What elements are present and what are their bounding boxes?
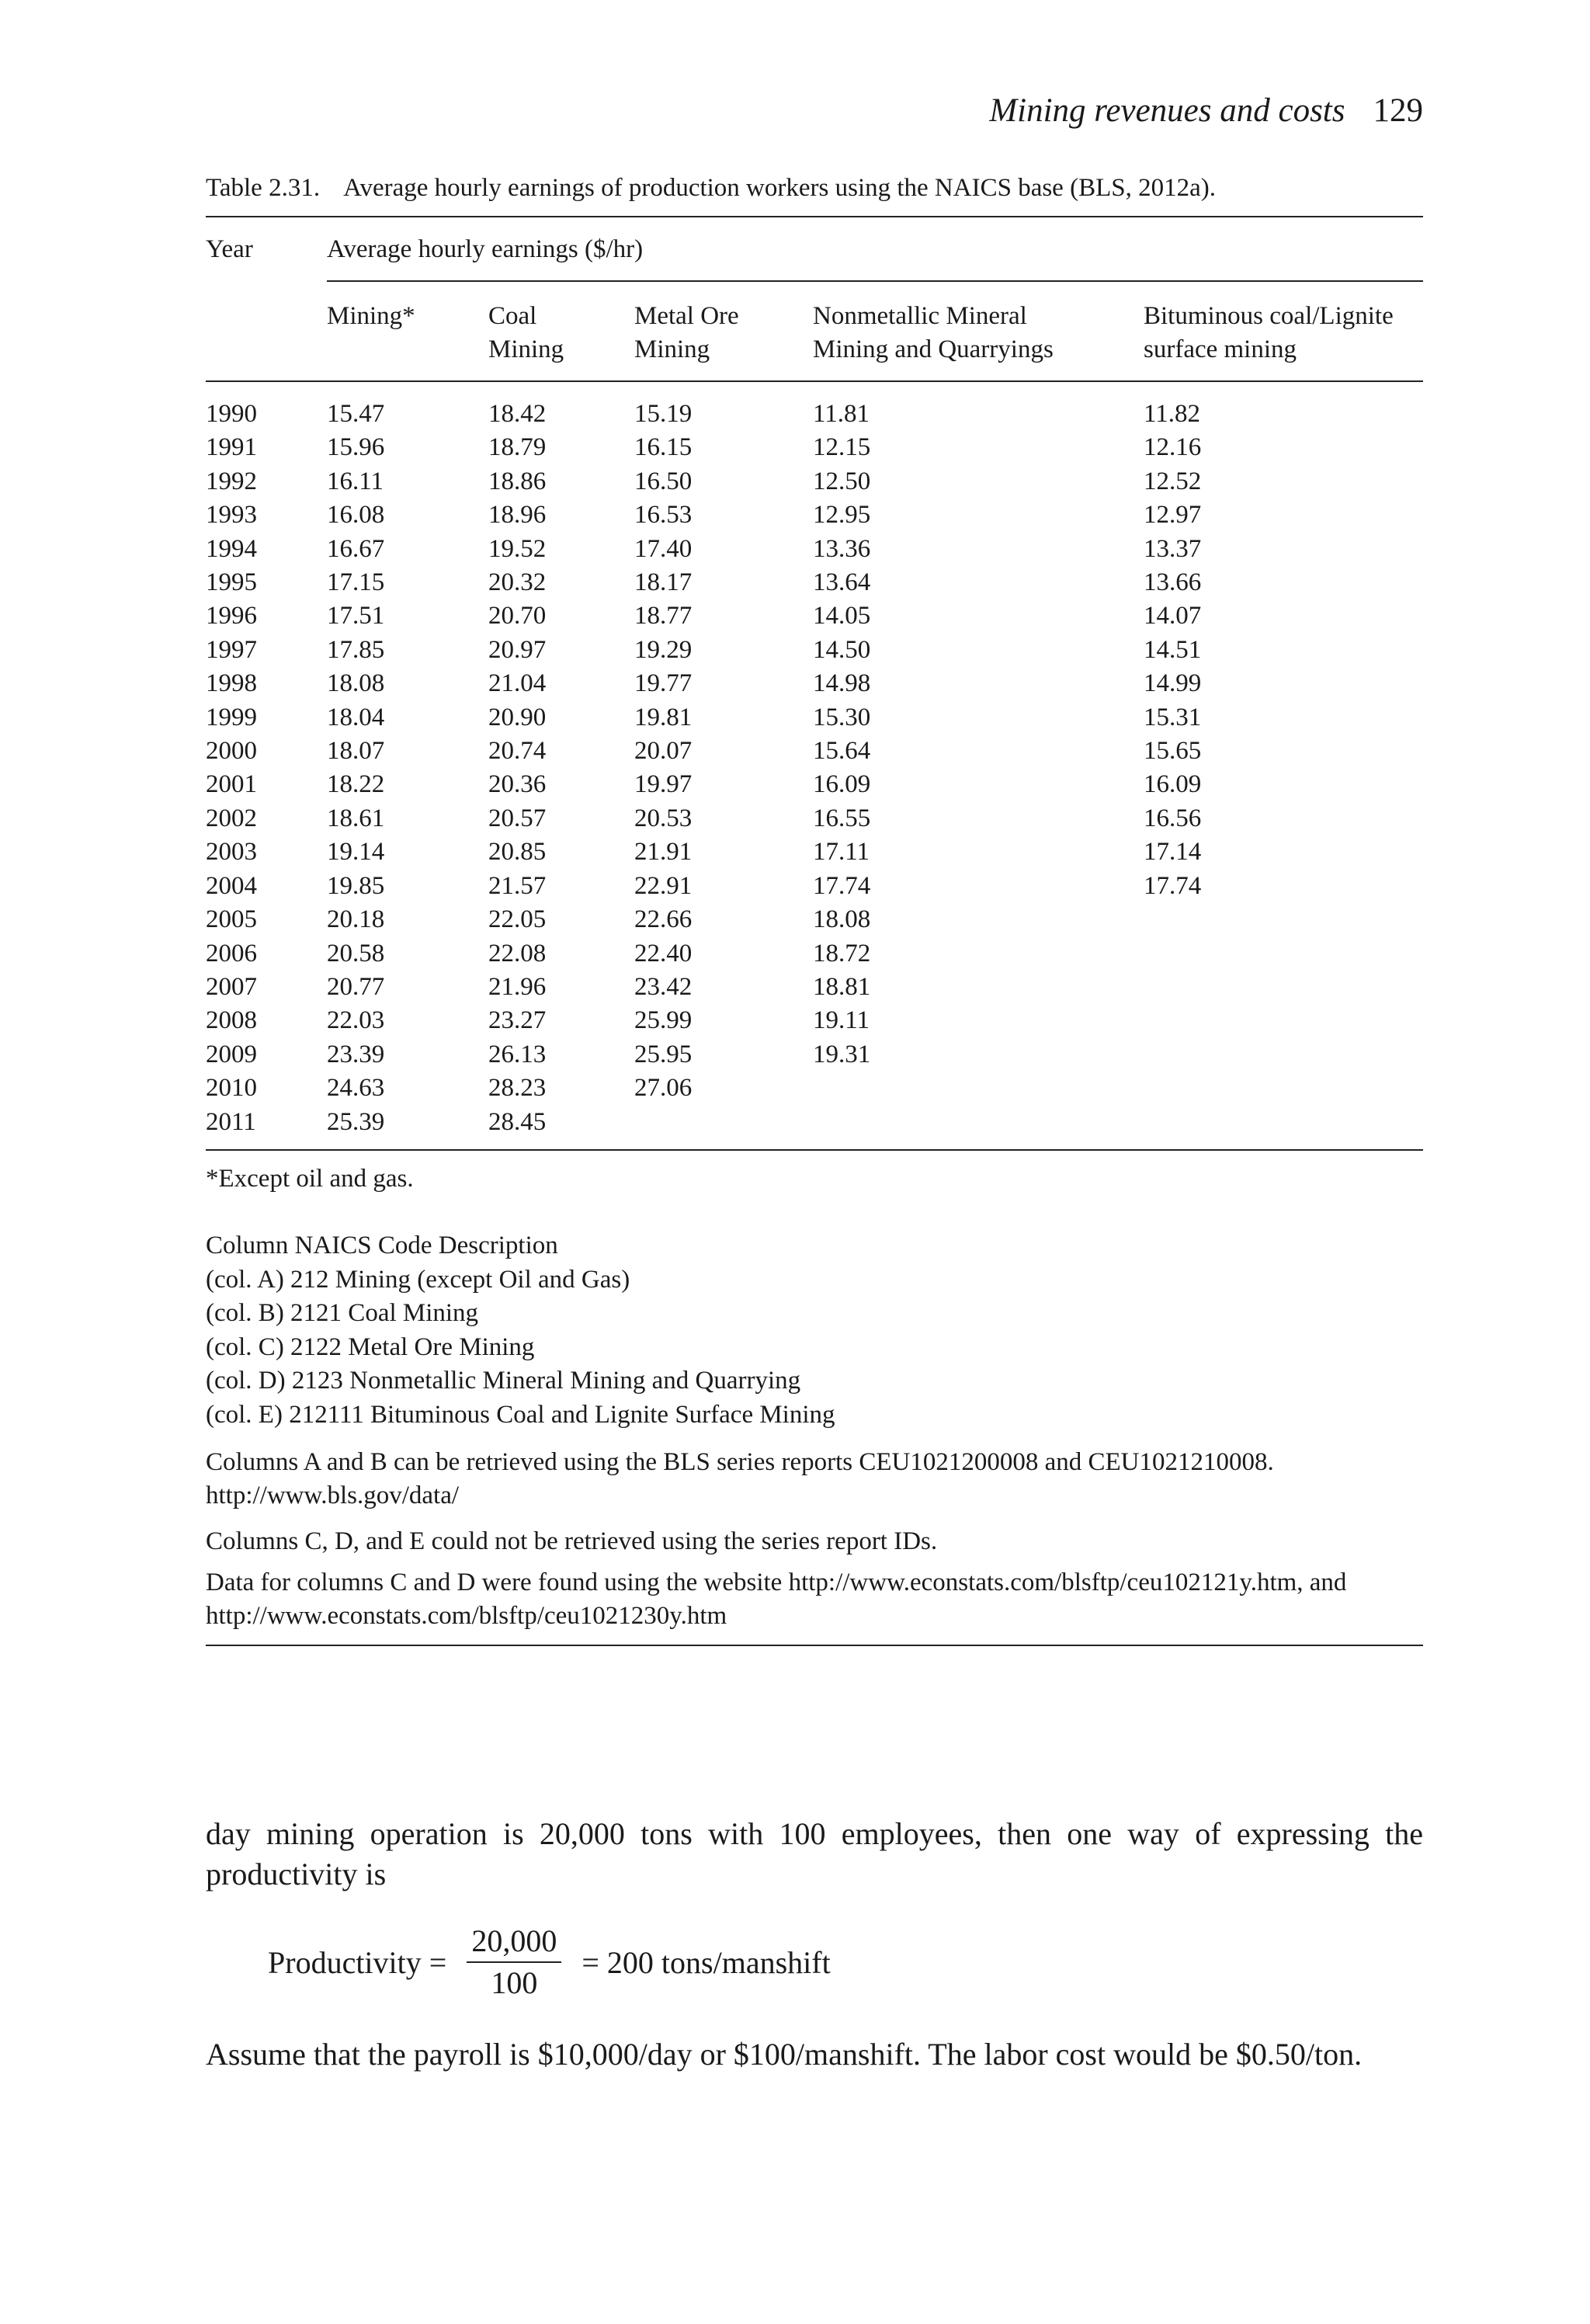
table-caption xyxy=(206,174,1216,203)
earnings-cell: 22.66 xyxy=(634,905,693,934)
year-cell: 1999 xyxy=(206,703,257,731)
table-row xyxy=(206,566,1423,599)
earnings-cell: 12.50 xyxy=(813,467,871,495)
earnings-cell: 13.36 xyxy=(813,534,871,563)
notes-line: (col. D) 2123 Nonmetallic Mineral Mining and Quarrying xyxy=(206,1367,801,1395)
earnings-cell: 19.97 xyxy=(634,770,693,799)
earnings-cell: 14.99 xyxy=(1144,669,1202,698)
table-caption-text: Average hourly earnings of production workers using the NAICS base (BLS, 2012a). xyxy=(343,174,1216,202)
earnings-cell xyxy=(1144,1072,1423,1105)
source-note: Columns A and B can be retrieved using the BLS series reports CEU1021200008 and CEU1021210008. http://www.bls.gov/data/ xyxy=(206,1448,1274,1509)
year-cell: 1994 xyxy=(206,534,257,563)
table-row xyxy=(206,667,1423,700)
earnings-cell: 16.09 xyxy=(1144,770,1202,799)
column-header-line: Mining* xyxy=(327,302,415,330)
year-cell: 2011 xyxy=(206,1107,256,1136)
earnings-cell: 20.53 xyxy=(634,804,693,832)
earnings-table-body xyxy=(206,398,1423,1139)
table-row xyxy=(206,431,1423,464)
earnings-cell: 18.07 xyxy=(327,737,385,766)
earnings-cell: 11.82 xyxy=(1144,400,1201,428)
notes-line: (col. E) 212111 Bituminous Coal and Lignite Surface Mining xyxy=(206,1400,835,1429)
earnings-cell: 16.56 xyxy=(1144,804,1202,832)
earnings-cell: 25.39 xyxy=(327,1107,385,1136)
notes-line: (col. B) 2121 Coal Mining xyxy=(206,1299,479,1327)
column-header-line: Metal Ore xyxy=(634,302,739,330)
earnings-cell: 20.90 xyxy=(488,703,547,731)
earnings-cell: 20.32 xyxy=(488,568,547,597)
earnings-cell: 18.42 xyxy=(488,400,547,428)
table-row xyxy=(206,802,1423,835)
earnings-cell: 22.91 xyxy=(634,871,693,900)
earnings-cell: 24.63 xyxy=(327,1074,385,1103)
table-row xyxy=(206,735,1423,768)
earnings-cell: 11.81 xyxy=(813,400,870,428)
earnings-cell: 12.97 xyxy=(1144,501,1202,530)
earnings-cell: 19.11 xyxy=(813,1006,870,1035)
naics-code-notes xyxy=(206,1229,835,1432)
equation-lhs: Productivity xyxy=(268,1944,422,1980)
column-header-line: Mining xyxy=(488,335,564,363)
earnings-cell: 18.79 xyxy=(488,433,547,462)
earnings-cell: 14.51 xyxy=(1144,635,1202,664)
earnings-cell: 18.22 xyxy=(327,770,385,799)
earnings-cell: 26.13 xyxy=(488,1040,547,1068)
year-cell: 1998 xyxy=(206,669,257,698)
earnings-cell: 21.04 xyxy=(488,669,547,698)
earnings-cell: 18.86 xyxy=(488,467,547,495)
earnings-cell: 16.50 xyxy=(634,467,693,495)
earnings-cell: 16.15 xyxy=(634,433,693,462)
earnings-cell: 18.61 xyxy=(327,804,385,832)
earnings-cell: 15.96 xyxy=(327,433,385,462)
group-header-rule xyxy=(327,280,1423,282)
earnings-cell: 25.95 xyxy=(634,1040,693,1068)
earnings-cell: 13.66 xyxy=(1144,568,1202,597)
table-footnote: *Except oil and gas. xyxy=(206,1165,414,1193)
earnings-cell: 20.74 xyxy=(488,737,547,766)
earnings-cell xyxy=(1144,903,1423,936)
column-header-coal xyxy=(488,300,564,366)
table-row xyxy=(206,1106,1423,1139)
productivity-equation xyxy=(268,1924,831,2000)
earnings-cell: 18.17 xyxy=(634,568,693,597)
earnings-cell: 20.07 xyxy=(634,737,693,766)
earnings-cell: 22.03 xyxy=(327,1006,385,1035)
table-row xyxy=(206,1038,1423,1072)
equals-sign: = xyxy=(581,1944,599,1980)
earnings-cell: 17.40 xyxy=(634,534,693,563)
column-header-line: Mining xyxy=(634,335,710,363)
earnings-cell: 20.77 xyxy=(327,972,385,1001)
table-row xyxy=(206,701,1423,735)
table-row xyxy=(206,533,1423,566)
earnings-cell: 16.55 xyxy=(813,804,871,832)
earnings-cell: 18.81 xyxy=(813,972,871,1001)
running-head xyxy=(989,92,1423,130)
earnings-cell: 15.30 xyxy=(813,703,871,731)
equals-sign: = xyxy=(429,1944,447,1980)
table-row xyxy=(206,870,1423,903)
earnings-cell: 19.29 xyxy=(634,635,693,664)
column-header-metal-ore xyxy=(634,300,739,366)
table-row xyxy=(206,835,1423,869)
earnings-cell: 16.67 xyxy=(327,534,385,563)
page-number: 129 xyxy=(1373,92,1423,129)
year-cell: 2009 xyxy=(206,1040,257,1068)
year-cell: 2000 xyxy=(206,737,257,766)
earnings-cell: 21.96 xyxy=(488,972,547,1001)
table-row xyxy=(206,937,1423,971)
earnings-cell: 23.39 xyxy=(327,1040,385,1068)
earnings-cell: 13.64 xyxy=(813,568,871,597)
earnings-cell: 12.16 xyxy=(1144,433,1202,462)
earnings-cell: 20.70 xyxy=(488,602,547,631)
year-cell: 1995 xyxy=(206,568,257,597)
year-cell: 1993 xyxy=(206,501,257,530)
earnings-cell: 20.58 xyxy=(327,939,385,967)
fraction-denominator: 100 xyxy=(491,1965,538,2000)
earnings-cell: 14.05 xyxy=(813,602,871,631)
earnings-cell: 15.65 xyxy=(1144,737,1202,766)
earnings-cell: 20.57 xyxy=(488,804,547,832)
earnings-cell: 23.42 xyxy=(634,972,693,1001)
column-header-bituminous xyxy=(1144,300,1394,366)
earnings-cell: 18.08 xyxy=(813,905,871,934)
table-row xyxy=(206,768,1423,801)
earnings-cell: 21.91 xyxy=(634,838,693,867)
year-cell: 2003 xyxy=(206,838,257,867)
year-header: Year xyxy=(206,235,253,263)
year-cell: 1997 xyxy=(206,635,257,664)
earnings-cell xyxy=(813,1072,1144,1105)
earnings-cell: 17.11 xyxy=(813,838,870,867)
body-paragraph: day mining operation is 20,000 tons with 100 employees, then one way of expressing the productivity is xyxy=(206,1816,1423,1892)
earnings-cell: 12.52 xyxy=(1144,467,1202,495)
earnings-cell: 18.04 xyxy=(327,703,385,731)
earnings-cell xyxy=(1144,937,1423,971)
source-note: Data for columns C and D were found using the website http://www.econstats.com/blsftp/ceu102121y.htm, and http://www.econstats.com/blsftp/ceu1021230y.htm xyxy=(206,1568,1347,1630)
earnings-cell: 17.74 xyxy=(1144,871,1202,900)
table-row xyxy=(206,465,1423,498)
table-bottom-rule xyxy=(206,1149,1423,1151)
earnings-cell: 19.31 xyxy=(813,1040,871,1068)
earnings-cell: 21.57 xyxy=(488,871,547,900)
year-cell: 2005 xyxy=(206,905,257,934)
column-header-line: Coal xyxy=(488,302,537,330)
column-header-line: surface mining xyxy=(1144,335,1297,363)
earnings-cell: 16.11 xyxy=(327,467,384,495)
notes-line: (col. C) 2122 Metal Ore Mining xyxy=(206,1332,535,1361)
earnings-cell: 15.64 xyxy=(813,737,871,766)
column-header-mining xyxy=(327,300,415,333)
table-row xyxy=(206,398,1423,431)
earnings-cell: 12.15 xyxy=(813,433,871,462)
earnings-cell: 16.08 xyxy=(327,501,385,530)
table-row xyxy=(206,903,1423,936)
earnings-cell: 22.40 xyxy=(634,939,693,967)
year-cell: 2006 xyxy=(206,939,257,967)
earnings-cell: 18.96 xyxy=(488,501,547,530)
earnings-cell: 17.15 xyxy=(327,568,385,597)
earnings-cell: 20.85 xyxy=(488,838,547,867)
earnings-cell: 18.77 xyxy=(634,602,693,631)
body-last-line: Assume that the payroll is $10,000/day or $100/manshift. The labor cost would be $0.50/ton. xyxy=(206,2037,1363,2072)
earnings-cell xyxy=(1144,1038,1423,1072)
earnings-table xyxy=(206,398,1423,1139)
earnings-cell: 14.07 xyxy=(1144,602,1202,631)
source-note: Columns C, D, and E could not be retrieved using the series report IDs. xyxy=(206,1527,938,1555)
earnings-cell: 23.27 xyxy=(488,1006,547,1035)
fraction-numerator: 20,000 xyxy=(467,1924,561,1963)
earnings-cell: 20.18 xyxy=(327,905,385,934)
earnings-cell xyxy=(1144,1106,1423,1139)
earnings-cell: 19.85 xyxy=(327,871,385,900)
year-cell: 2010 xyxy=(206,1074,257,1103)
earnings-cell: 12.95 xyxy=(813,501,871,530)
notes-bottom-rule xyxy=(206,1645,1423,1646)
earnings-cell: 17.85 xyxy=(327,635,385,664)
earnings-cell xyxy=(1144,971,1423,1004)
earnings-cell: 15.31 xyxy=(1144,703,1202,731)
earnings-cell: 18.08 xyxy=(327,669,385,698)
year-cell: 1996 xyxy=(206,602,257,631)
earnings-cell: 19.81 xyxy=(634,703,693,731)
column-header-nonmetallic xyxy=(813,300,1054,366)
earnings-cell: 19.14 xyxy=(327,838,385,867)
earnings-cell: 13.37 xyxy=(1144,534,1202,563)
table-top-rule xyxy=(206,216,1423,217)
earnings-cell: 20.97 xyxy=(488,635,547,664)
earnings-cell: 28.23 xyxy=(488,1074,547,1103)
fraction xyxy=(467,1924,561,2000)
table-row xyxy=(206,1072,1423,1105)
earnings-cell: 17.51 xyxy=(327,602,385,631)
table-row xyxy=(206,634,1423,667)
notes-line: Column NAICS Code Description xyxy=(206,1231,558,1259)
running-head-title: Mining revenues and costs xyxy=(989,92,1345,129)
earnings-cell: 25.99 xyxy=(634,1006,693,1035)
equation-rhs: 200 tons/manshift xyxy=(606,1944,831,1980)
table-row xyxy=(206,599,1423,633)
year-cell: 2002 xyxy=(206,804,257,832)
year-cell: 2007 xyxy=(206,972,257,1001)
earnings-cell: 22.05 xyxy=(488,905,547,934)
earnings-cell: 15.19 xyxy=(634,400,693,428)
year-cell: 2008 xyxy=(206,1006,257,1035)
table-row xyxy=(206,498,1423,532)
earnings-cell: 20.36 xyxy=(488,770,547,799)
earnings-cell: 15.47 xyxy=(327,400,385,428)
earnings-cell: 16.53 xyxy=(634,501,693,530)
notes-line: (col. A) 212 Mining (except Oil and Gas) xyxy=(206,1265,630,1294)
group-header: Average hourly earnings ($/hr) xyxy=(327,235,644,263)
year-cell: 2001 xyxy=(206,770,257,799)
earnings-cell: 28.45 xyxy=(488,1107,547,1136)
table-row xyxy=(206,971,1423,1004)
earnings-cell: 18.72 xyxy=(813,939,871,967)
earnings-cell: 19.52 xyxy=(488,534,547,563)
table-number: Table 2.31. xyxy=(206,174,321,202)
column-header-line: Mining and Quarryings xyxy=(813,335,1054,363)
earnings-cell xyxy=(813,1106,1144,1139)
earnings-cell: 17.14 xyxy=(1144,838,1202,867)
column-header-line: Bituminous coal/Lignite xyxy=(1144,302,1394,330)
year-cell: 1992 xyxy=(206,467,257,495)
earnings-cell: 16.09 xyxy=(813,770,871,799)
earnings-cell: 19.77 xyxy=(634,669,693,698)
earnings-cell: 14.98 xyxy=(813,669,871,698)
earnings-cell: 17.74 xyxy=(813,871,871,900)
earnings-cell: 27.06 xyxy=(634,1074,693,1103)
earnings-cell: 14.50 xyxy=(813,635,871,664)
year-cell: 1990 xyxy=(206,400,257,428)
earnings-cell xyxy=(1144,1004,1423,1037)
header-bottom-rule xyxy=(206,380,1423,382)
year-cell: 2004 xyxy=(206,871,257,900)
earnings-cell: 22.08 xyxy=(488,939,547,967)
earnings-cell xyxy=(634,1106,813,1139)
table-row xyxy=(206,1004,1423,1037)
column-header-line: Nonmetallic Mineral xyxy=(813,302,1027,330)
year-cell: 1991 xyxy=(206,433,257,462)
